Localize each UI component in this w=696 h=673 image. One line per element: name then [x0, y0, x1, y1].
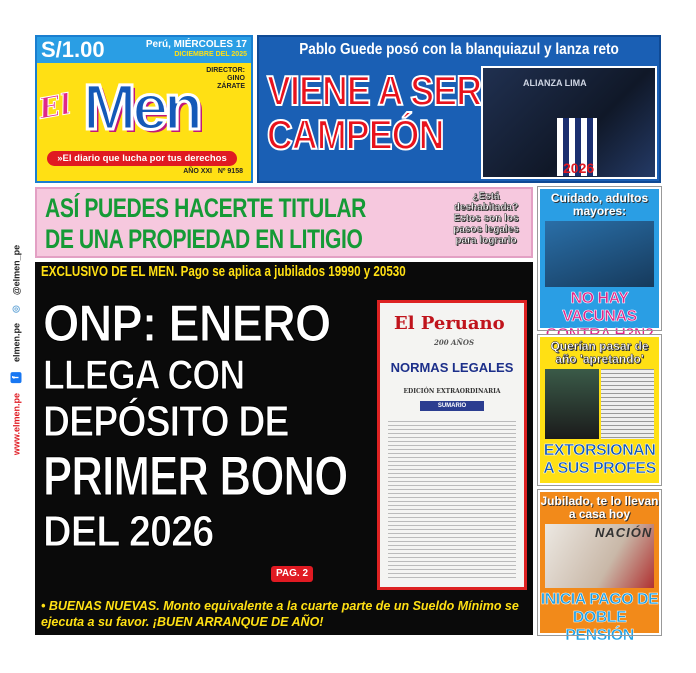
top-story[interactable]: [257, 35, 661, 183]
date: [146, 40, 247, 60]
main-subtitle: • BUENAS NUEVAS. Monto equivalente a la cuarte parte de un Sueldo Mínimo se ejecuta a su favor. ¡BUEN ARRANQUE DE AÑO!: [41, 599, 519, 629]
logo-men: Men: [83, 71, 199, 143]
issue-number: Nº 9158: [217, 168, 243, 175]
story-headline: NO HAY VACUNAS: [562, 290, 637, 325]
story-headline: INICIA PAGO DE DOBLE PENSIÓN: [540, 591, 659, 644]
pension-story[interactable]: [538, 490, 661, 644]
logo-el: El: [36, 87, 74, 126]
exclusive-kicker: EXCLUSIVO DE EL MEN. Pago se aplica a jubilados 19990 y 20530: [41, 264, 406, 280]
date-day: Perú, MIÉRCOLES 17: [145, 39, 247, 50]
year: AÑO XXI: [183, 168, 213, 175]
property-banner[interactable]: [35, 187, 533, 258]
photo-brand: ALIANZA LIMA: [523, 78, 587, 88]
arrest-photo: [545, 369, 654, 439]
masthead: [35, 35, 253, 183]
issue-info: [183, 168, 243, 175]
instagram-icon: ◎: [10, 305, 21, 313]
headline-line-5: DEL 2026: [43, 507, 214, 556]
director-surname: ZÁRATE: [217, 83, 245, 90]
story-kicker: Querían pasar de año 'apretando': [550, 339, 649, 366]
website-link[interactable]: www.elmen.pe: [11, 392, 21, 456]
extortion-story[interactable]: [538, 335, 661, 485]
slogan: »El diario que lucha por tus derechos: [47, 151, 237, 166]
page-reference[interactable]: PAG. 2: [271, 566, 313, 582]
story-kicker: Cuidado, adultos mayores:: [550, 191, 649, 218]
price: S/1.00: [41, 37, 105, 62]
main-story[interactable]: [35, 262, 533, 635]
instagram-handle[interactable]: @elmen_pe: [11, 244, 21, 296]
headline-line-1: ONP: ENERO: [43, 295, 331, 353]
date-month: DICIEMBRE DEL 2025: [174, 51, 247, 58]
headline-line: CAMPEÓN: [267, 111, 444, 158]
director-label: DIRECTOR:: [206, 67, 245, 74]
banner-line: ASÍ PUEDES HACERTE TITULAR: [45, 193, 366, 223]
top-story-kicker: Pablo Guede posó con la blanquiazul y lanza reto: [299, 41, 619, 58]
document-anniversary: 200 AÑOS: [434, 338, 475, 347]
banner-side-text: ¿Está deshabitada? Estos son los pasos legales para lograrlo: [453, 191, 519, 246]
photo-sign: NACIÓN: [595, 525, 653, 540]
jersey-year: 2026: [563, 160, 595, 176]
nurse-photo: [545, 221, 654, 287]
document-masthead: El Peruano: [394, 313, 505, 334]
headline-line-2: LLEGA CON: [43, 351, 245, 398]
facebook-handle[interactable]: elmen.pe: [11, 322, 21, 362]
document-section: NORMAS LEGALES: [390, 360, 514, 375]
story-kicker: Jubilado, te lo llevan a casa hoy: [540, 494, 659, 521]
social-sidebar: [2, 200, 30, 500]
headline-line: VIENE A SER: [267, 67, 482, 114]
director: [206, 67, 245, 91]
headline-line-4: PRIMER BONO: [43, 444, 348, 507]
story-headline: EXTORSIONAN A SUS PROFES: [543, 442, 656, 477]
top-story-headline: [267, 69, 519, 157]
el-peruano-document: [377, 300, 527, 590]
vaccine-story[interactable]: [538, 187, 661, 330]
banner-line: DE UNA PROPIEDAD EN LITIGIO: [45, 224, 363, 254]
pensioner-photo: [545, 524, 654, 588]
document-summary: SUMARIO: [420, 401, 484, 411]
director-name: GINO: [227, 75, 245, 82]
document-edition: EDICIÓN EXTRAORDINARIA: [403, 388, 501, 395]
headline-line-3: DEPÓSITO DE: [43, 397, 289, 446]
facebook-icon: f: [11, 372, 22, 383]
